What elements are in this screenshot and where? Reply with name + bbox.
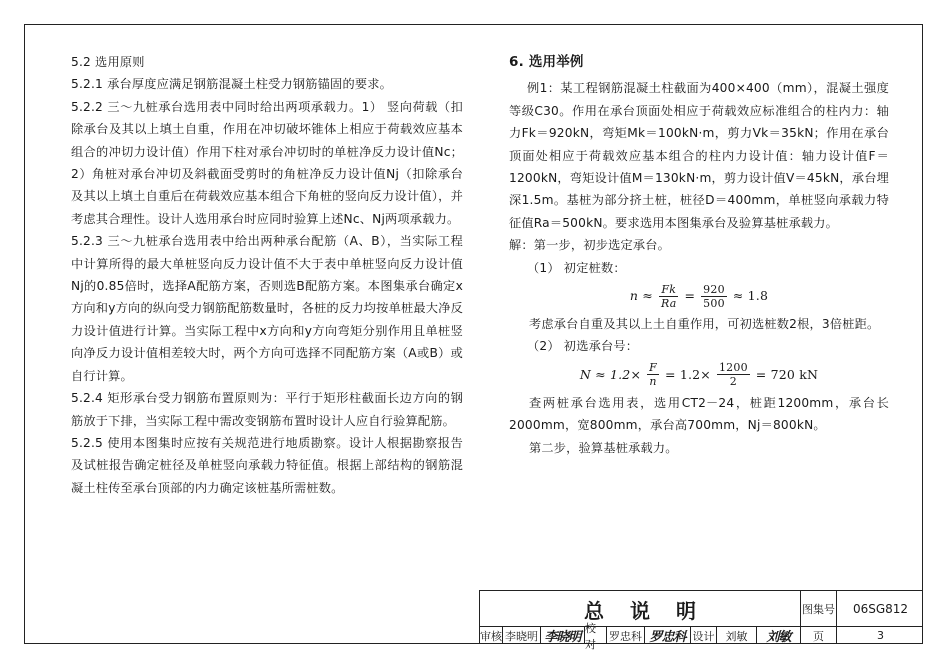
step-1-label: （1） 初定桩数： (527, 260, 626, 275)
pile-count-formula (509, 279, 889, 313)
cap-selection-formula (509, 358, 889, 392)
formula-2-lhs: N ≈ 1.2× (579, 366, 642, 382)
right-column (509, 51, 889, 459)
design-label: 设计 (690, 627, 716, 644)
consider-note: 考虑承台自重及其以上土自重作用，可初选桩数2根，3倍桩距。 (529, 317, 880, 332)
formula-2-num-b: 1200 (718, 361, 748, 375)
clause-5-2-3: 5.2.3 三～九桩承台选用表中给出两种承台配筋（A、B），当实际工程中计算所得的最大单桩竖向反力设计值不大于表中单桩竖向反力设计值Nj的0.85倍时，选择A配筋方案，否则选B配筋方案。本图集承台确定x方向和y方向的纵向受力钢筋配筋数量时，各桩的反力均按单桩最大净反力设计值进行计算。当实际工程中x方向和y方向弯矩分别作用且单桩竖向净反力设计值相差较大时，两个方向可选择不同配筋方案（A或B）或自行计算。 (71, 234, 463, 383)
title-block (479, 590, 923, 651)
formula-2-frac-a (647, 361, 659, 388)
design-signature: 刘敏 (756, 627, 800, 644)
atlas-no: 06SG812 (836, 591, 924, 627)
section-5-2-title: 5.2 选用原则 (71, 55, 145, 69)
formula-1-den-a: Ra (660, 296, 677, 310)
table-check-note: 查两桩承台选用表，选用CT2－24，桩距1200mm，承台长2000mm，宽800mm，承台高700mm，Nj＝800kN。 (509, 395, 889, 433)
left-column (71, 51, 463, 499)
solution-step-two: 第二步，验算基桩承载力。 (529, 440, 678, 455)
clause-5-2-2: 5.2.2 三～九桩承台选用表中同时给出两项承载力。1） 竖向荷载（扣除承台及其以上填土自重，作用在冲切破坏锥体上相应于荷载效应基本组合的冲切力设计值）作用下柱对承台冲切时的单桩净反力设计值Nc；2）角桩对承台冲切及斜截面受剪时的角桩净反力设计值Nj（扣除承台及其以上填土自重后在荷载效应基本组合下角桩的竖向反力设计值），并考虑其合理性。设计人选用承台时应同时验算上述Nc、Nj两项承载力。 (71, 99, 463, 226)
formula-1-num-b: 920 (703, 282, 725, 296)
clause-5-2-1: 5.2.1 承台厚度应满足钢筋混凝土柱受力钢筋锚固的要求。 (71, 77, 392, 92)
formula-2-den-a: n (649, 375, 657, 389)
formula-1-num-a: Fk (661, 282, 677, 296)
step-2-label: （2） 初选承台号： (527, 339, 639, 354)
formula-2-num-a: F (649, 361, 657, 375)
review-label: 审核 (480, 629, 502, 643)
check-name: 罗忠科 (606, 627, 644, 644)
clause-5-2-5: 5.2.5 使用本图集时应按有关规范进行地质勘察。设计人根据勘察报告及试桩报告确定桩径及单桩竖向承载力特征值。根据上部结构的钢筋混凝土柱传至承台顶部的内力确定该桩基所需桩数。 (71, 435, 463, 495)
formula-2-result: = 720 kN (755, 366, 819, 382)
formula-2-mid: = 1.2× (664, 366, 711, 382)
formula-1-den-b: 500 (703, 296, 725, 310)
formula-1-eq: = (684, 287, 696, 303)
formula-2-den-b: 2 (729, 375, 737, 389)
atlas-no-label: 图集号 (800, 591, 836, 627)
section-6-title: 6. 选用举例 (509, 54, 584, 70)
design-name: 刘敏 (716, 627, 756, 644)
title-block-sign-row (479, 621, 923, 651)
title-block-top-row (479, 590, 923, 626)
review-signature: 李晓明 (540, 627, 584, 644)
example-1: 例1：某工程钢筋混凝土柱截面为400×400（mm），混凝土强度等级C30。作用在承台顶面处相应于荷载效应标准组合的柱内力：轴力Fk＝920kN，弯矩Mk＝100kN·m，剪力Vk＝35kN；作用在承台顶面处相应于荷载效应基本组合的柱内力设计值：轴力设计值F＝1200kN，弯矩设计值M＝130kN·m，剪力设计值V＝45kN，承台埋深1.5m。基桩为部分挤土桩，桩径D＝400mm，单桩竖向承载力特征值Ra＝500kN。要求选用本图集承台及验算基桩承载力。 (509, 81, 889, 230)
formula-1-frac-a (659, 283, 679, 310)
check-signature: 罗忠科 (644, 627, 690, 644)
review-name: 李晓明 (502, 627, 540, 644)
formula-1-result: ≈ 1.8 (732, 287, 769, 303)
solution-step-one: 解：第一步，初步选定承台。 (509, 238, 671, 253)
formula-1-frac-b (701, 283, 727, 310)
check-label: 校对 (584, 627, 606, 644)
clause-5-2-4: 5.2.4 矩形承台受力钢筋布置原则为：平行于矩形柱截面长边方向的钢筋放于下排，当实际工程中需改变钢筋布置时设计人应自行验算配筋。 (71, 391, 463, 428)
formula-2-frac-b (717, 361, 750, 388)
page-label: 页 (800, 627, 836, 644)
drawing-title: 总说明 (584, 598, 722, 623)
formula-1-lhs: n ≈ (629, 287, 653, 303)
page-number: 3 (836, 627, 924, 644)
